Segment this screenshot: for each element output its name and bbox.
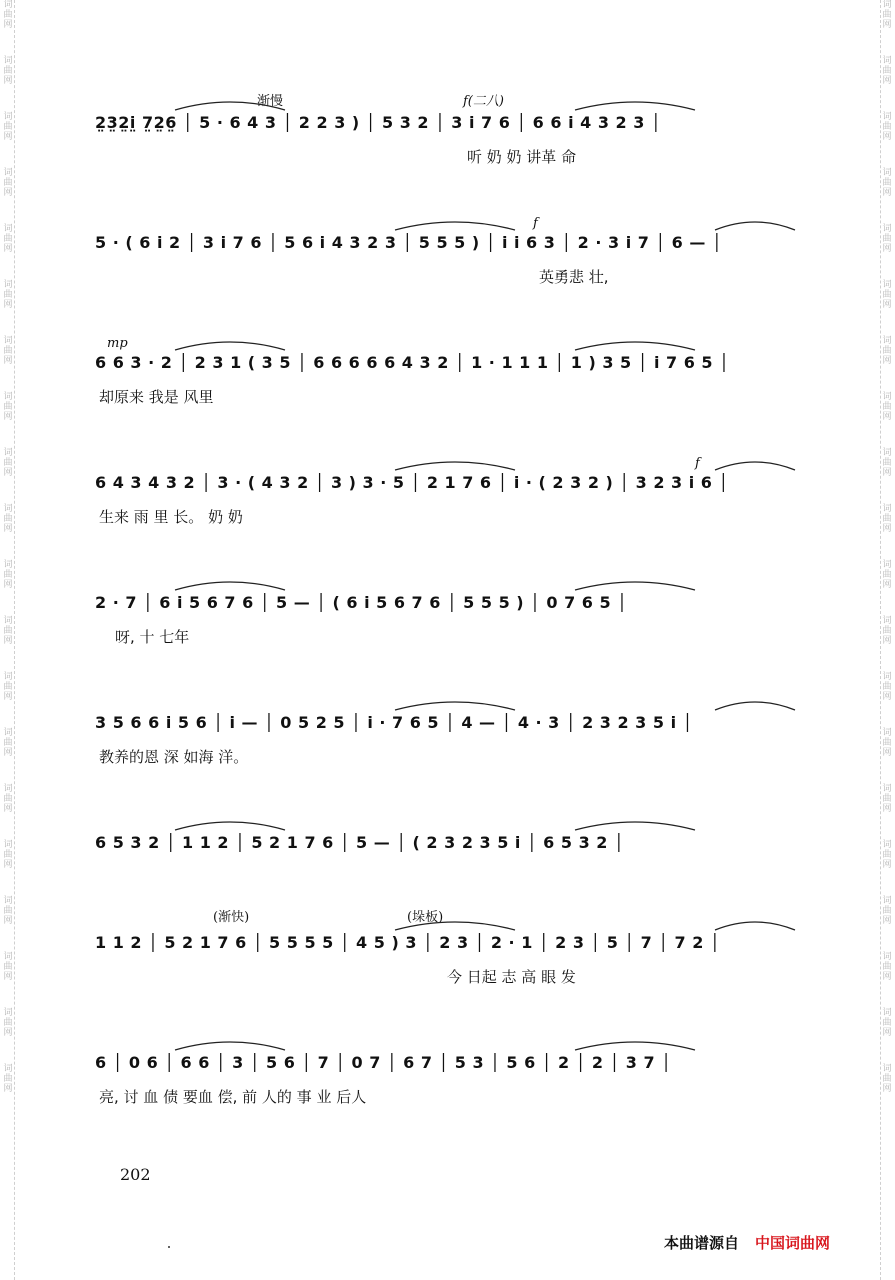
watermark-text: 词曲网 [3, 448, 13, 478]
credit-site-link[interactable]: 中国词曲网 [755, 1234, 831, 1252]
watermark-text: 词曲网 [3, 1064, 13, 1094]
watermark-text: 词曲网 [3, 280, 13, 310]
watermark-text: 词曲网 [882, 728, 892, 758]
slur-arc [715, 922, 795, 930]
watermark-text: 词曲网 [882, 952, 892, 982]
tempo-marking: 渐慢 [257, 94, 284, 109]
dynamic-marking: f [533, 216, 538, 231]
tempo-marking: (渐快) [213, 910, 250, 925]
slur-arc [715, 222, 795, 230]
lyrics-line: 听 奶 奶 讲革 命 [467, 148, 577, 166]
watermark-text: 词曲网 [3, 672, 13, 702]
watermark-text: 词曲网 [882, 1064, 892, 1094]
watermark-text: 词曲网 [882, 224, 892, 254]
watermark-text: 词曲网 [3, 224, 13, 254]
watermark-text: 词曲网 [3, 112, 13, 142]
watermark-text: 词曲网 [3, 504, 13, 534]
jianpu-notes: 6 │ 0 6 │ 6 6 │ 3 │ 5 6 │ 7 │ 0 7 │ 6 7 │ 5 3 │ 5 6 │ 2 │ 2 │ 3 7 │ [95, 1052, 672, 1072]
right-watermark-strip [879, 0, 895, 1280]
lyrics-line: 呀, 十 七年 [115, 628, 190, 646]
jianpu-notes: 5 · ( 6 i 2 │ 3 i 7 6 │ 5 6 i 4 3 2 3 │ 5 5 5 ) │ i i 6 3 │ 2 · 3 i 7 │ 6 — │ [95, 232, 723, 252]
watermark-text: 词曲网 [3, 56, 13, 86]
dynamic-marking: f [695, 456, 700, 471]
watermark-text: 词曲网 [3, 336, 13, 366]
watermark-text: 词曲网 [882, 168, 892, 198]
watermark-text: 词曲网 [882, 840, 892, 870]
watermark-text: 词曲网 [882, 392, 892, 422]
watermark-text: 词曲网 [882, 448, 892, 478]
watermark-text: 词曲网 [3, 840, 13, 870]
watermark-text: 词曲网 [882, 1008, 892, 1038]
watermark-text: 词曲网 [3, 168, 13, 198]
jianpu-notes: 2̤3̤2̤i̤ 7̤2̤6̤ │ 5 · 6 4 3 │ 2 2 3 ) │ 5 3 2 │ 3 i 7 6 │ 6 6 i 4 3 2 3 │ [95, 112, 662, 132]
watermark-text: 词曲网 [882, 616, 892, 646]
watermark-text: 词曲网 [3, 896, 13, 926]
jianpu-notes: 3 5 6 6 i 5 6 │ i — │ 0 5 2 5 │ i · 7 6 5 │ 4 — │ 4 · 3 │ 2 3 2 3 5 i │ [95, 712, 693, 732]
watermark-text: 词曲网 [882, 56, 892, 86]
watermark-text: 词曲网 [3, 1008, 13, 1038]
watermark-text: 词曲网 [882, 672, 892, 702]
watermark-text: 词曲网 [3, 392, 13, 422]
jianpu-notes: 6 5 3 2 │ 1 1 2 │ 5 2 1 7 6 │ 5 — │ ( 2 3 2 3 5 i │ 6 5 3 2 │ [95, 832, 625, 852]
watermark-text: 词曲网 [882, 504, 892, 534]
lyrics-line: 亮, 讨 血 债 要血 偿, 前 人的 事 业 后人 [99, 1088, 367, 1106]
dynamic-marking: mp [107, 336, 128, 351]
watermark-text: 词曲网 [882, 280, 892, 310]
credit-label: 本曲谱源自 [664, 1234, 740, 1252]
watermark-text: 词曲网 [882, 784, 892, 814]
dynamic-marking: f(二八) [463, 94, 504, 109]
watermark-text: 词曲网 [882, 560, 892, 590]
lyrics-line: 今 日起 志 高 眼 发 [447, 968, 576, 986]
lyrics-line: 生来 雨 里 长。 奶 奶 [99, 508, 243, 526]
watermark-text: 词曲网 [3, 0, 13, 30]
jianpu-notes: 6 6 3 · 2 │ 2 3 1 ( 3 5 │ 6 6 6 6 6 4 3 2 │ 1 · 1 1 1 │ 1 ) 3 5 │ i 7 6 5 │ [95, 352, 730, 372]
stray-dot [168, 1246, 170, 1248]
slur-arc [715, 702, 795, 710]
watermark-text: 词曲网 [882, 336, 892, 366]
tempo-marking: (垛板) [407, 910, 444, 925]
watermark-text: 词曲网 [882, 0, 892, 30]
jianpu-notes: 6 4 3 4 3 2 │ 3 · ( 4 3 2 │ 3 ) 3 · 5 │ 2 1 7 6 │ i · ( 2 3 2 ) │ 3 2 3 i 6 │ [95, 472, 729, 492]
lyrics-line: 英勇悲 壮, [539, 268, 609, 286]
watermark-text: 词曲网 [3, 728, 13, 758]
watermark-text: 词曲网 [3, 616, 13, 646]
watermark-text: 词曲网 [882, 896, 892, 926]
jianpu-notes: 2 · 7 │ 6 i 5 6 7 6 │ 5 — │ ( 6 i 5 6 7 6 │ 5 5 5 ) │ 0 7 6 5 │ [95, 592, 628, 612]
watermark-text: 词曲网 [3, 784, 13, 814]
page-number: 202 [120, 1165, 151, 1184]
source-credit [664, 1232, 830, 1253]
lyrics-line: 却原来 我是 风里 [99, 388, 214, 406]
lyrics-line: 教养的恩 深 如海 洋。 [99, 748, 249, 766]
watermark-text: 词曲网 [882, 112, 892, 142]
watermark-text: 词曲网 [3, 952, 13, 982]
jianpu-notes: 1 1 2 │ 5 2 1 7 6 │ 5 5 5 5 │ 4 5 ) 3 │ 2 3 │ 2 · 1 │ 2 3 │ 5 │ 7 │ 7 2 │ [95, 932, 721, 952]
watermark-text: 词曲网 [3, 560, 13, 590]
left-watermark-strip [0, 0, 16, 1280]
